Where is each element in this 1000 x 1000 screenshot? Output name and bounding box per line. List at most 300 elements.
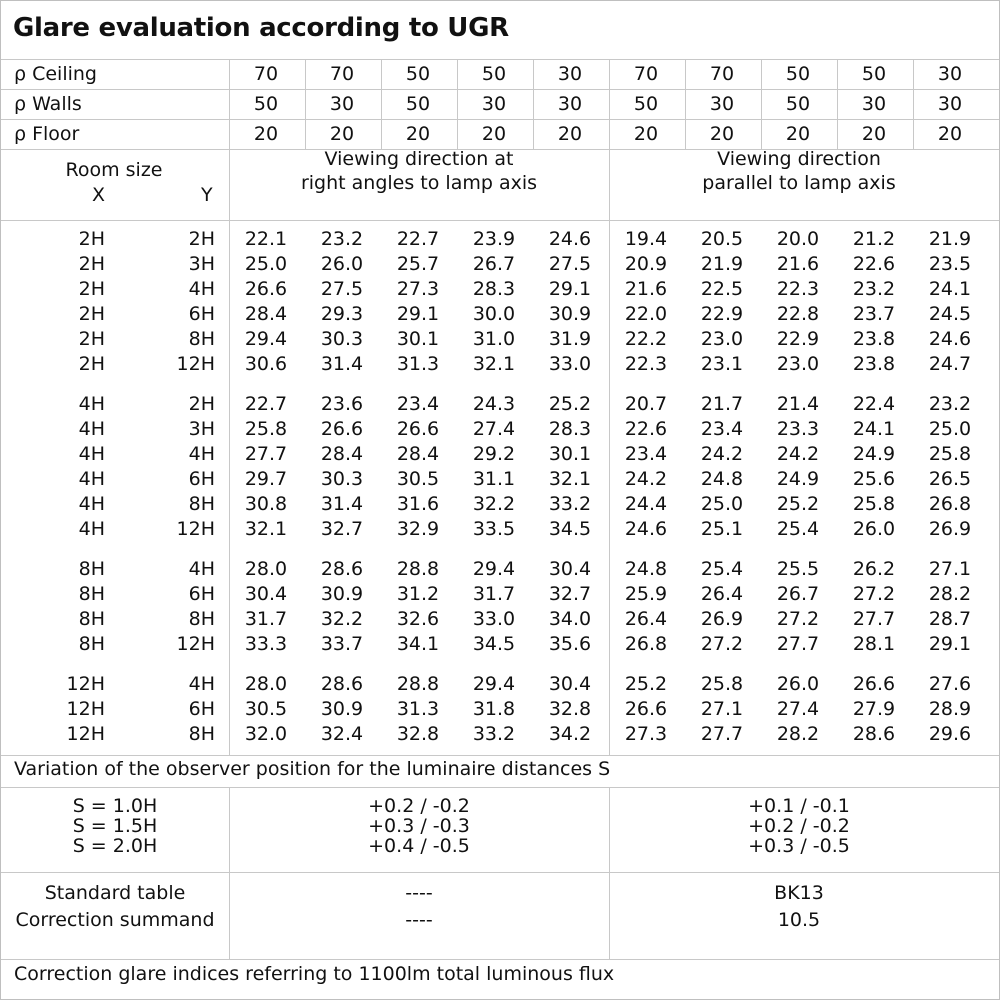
room-y-cell: 2H [188, 393, 215, 415]
ugr-value-cell: 31.4 [320, 493, 364, 515]
reflectance-value: 20 [329, 123, 355, 145]
reflectance-value: 30 [937, 93, 963, 115]
ugr-value-cell: 21.6 [624, 278, 668, 300]
standard-table-right: ---- [405, 882, 433, 904]
ugr-value-cell: 24.2 [624, 468, 668, 490]
ugr-value-cell: 28.1 [852, 633, 896, 655]
ugr-value-cell: 22.7 [244, 393, 288, 415]
ugr-value-cell: 34.5 [548, 518, 592, 540]
grid-vline [609, 149, 610, 755]
ugr-value-cell: 28.0 [244, 558, 288, 580]
ugr-value-cell: 30.3 [320, 468, 364, 490]
room-y-cell: 12H [176, 518, 215, 540]
ugr-value-cell: 28.0 [244, 673, 288, 695]
ugr-value-cell: 22.2 [624, 328, 668, 350]
ugr-value-cell: 32.8 [396, 723, 440, 745]
ugr-value-cell: 34.1 [396, 633, 440, 655]
grid-vline [761, 59, 762, 149]
grid-hline [1, 787, 999, 788]
reflectance-value: 30 [937, 63, 963, 85]
ugr-value-cell: 23.0 [700, 328, 744, 350]
ugr-value-cell: 25.8 [700, 673, 744, 695]
ugr-value-cell: 24.6 [624, 518, 668, 540]
ugr-value-cell: 26.6 [852, 673, 896, 695]
room-size-label: Room size [65, 159, 163, 181]
ugr-value-cell: 31.4 [320, 353, 364, 375]
ugr-value-cell: 22.6 [624, 418, 668, 440]
ugr-value-cell: 29.1 [548, 278, 592, 300]
ugr-value-cell: 26.5 [928, 468, 972, 490]
ugr-value-cell: 30.1 [396, 328, 440, 350]
ugr-value-cell: 33.5 [472, 518, 516, 540]
ugr-value-cell: 34.2 [548, 723, 592, 745]
reflectance-value: 30 [329, 93, 355, 115]
ugr-value-cell: 26.0 [776, 673, 820, 695]
ugr-value-cell: 23.4 [624, 443, 668, 465]
ugr-value-cell: 32.7 [548, 583, 592, 605]
room-y-cell: 4H [188, 558, 215, 580]
reflectance-value: 70 [633, 63, 659, 85]
ugr-value-cell: 32.1 [548, 468, 592, 490]
grid-vline [229, 149, 230, 755]
ugr-value-cell: 29.6 [928, 723, 972, 745]
ugr-value-cell: 23.1 [700, 353, 744, 375]
ugr-value-cell: 25.1 [700, 518, 744, 540]
reflectance-value: 50 [253, 93, 279, 115]
ugr-value-cell: 27.4 [472, 418, 516, 440]
ugr-value-cell: 23.4 [396, 393, 440, 415]
room-y-cell: 8H [188, 493, 215, 515]
ugr-value-cell: 27.7 [776, 633, 820, 655]
ugr-value-cell: 31.3 [396, 698, 440, 720]
ugr-value-cell: 26.8 [928, 493, 972, 515]
reflectance-value: 50 [481, 63, 507, 85]
ugr-value-cell: 30.4 [548, 558, 592, 580]
ugr-value-cell: 20.9 [624, 253, 668, 275]
ugr-value-cell: 21.2 [852, 228, 896, 250]
correction-summand-label: Correction summand [15, 909, 215, 931]
reflectance-value: 20 [709, 123, 735, 145]
reflectance-value: 20 [785, 123, 811, 145]
variation-s-value: S = 2.0H [72, 835, 158, 857]
ugr-value-cell: 26.7 [776, 583, 820, 605]
grid-vline [685, 59, 686, 149]
room-x-cell: 4H [78, 518, 105, 540]
ugr-value-cell: 32.9 [396, 518, 440, 540]
room-y-cell: 8H [188, 328, 215, 350]
ugr-value-cell: 30.9 [548, 303, 592, 325]
ugr-value-cell: 23.7 [852, 303, 896, 325]
ugr-value-cell: 32.7 [320, 518, 364, 540]
ugr-value-cell: 22.3 [776, 278, 820, 300]
ugr-value-cell: 26.9 [700, 608, 744, 630]
ugr-value-cell: 31.9 [548, 328, 592, 350]
ugr-value-cell: 30.5 [244, 698, 288, 720]
standard-table-label: Standard table [44, 882, 186, 904]
ugr-value-cell: 27.7 [244, 443, 288, 465]
room-x-cell: 8H [78, 608, 105, 630]
ugr-value-cell: 28.4 [396, 443, 440, 465]
ugr-value-cell: 32.2 [320, 608, 364, 630]
reflectance-value: 20 [861, 123, 887, 145]
ugr-value-cell: 27.3 [624, 723, 668, 745]
ugr-value-cell: 27.6 [928, 673, 972, 695]
reflectance-value: 20 [405, 123, 431, 145]
room-y-cell: 4H [188, 673, 215, 695]
grid-hline [1, 89, 999, 90]
ugr-value-cell: 20.7 [624, 393, 668, 415]
ugr-value-cell: 27.1 [700, 698, 744, 720]
ugr-value-cell: 21.9 [700, 253, 744, 275]
ugr-value-cell: 25.2 [548, 393, 592, 415]
ugr-value-cell: 23.6 [320, 393, 364, 415]
room-y-cell: 3H [188, 418, 215, 440]
grid-vline [609, 59, 610, 149]
ugr-value-cell: 31.3 [396, 353, 440, 375]
room-x-cell: 2H [78, 228, 105, 250]
ugr-value-cell: 30.8 [244, 493, 288, 515]
ugr-value-cell: 32.6 [396, 608, 440, 630]
ugr-value-cell: 20.5 [700, 228, 744, 250]
ugr-value-cell: 31.7 [472, 583, 516, 605]
ugr-value-cell: 29.4 [244, 328, 288, 350]
room-x-cell: 8H [78, 583, 105, 605]
room-x-cell: 4H [78, 493, 105, 515]
variation-right-value: +0.2 / -0.2 [368, 795, 470, 817]
ugr-value-cell: 29.2 [472, 443, 516, 465]
reflectance-value: 30 [861, 93, 887, 115]
ugr-value-cell: 35.6 [548, 633, 592, 655]
ugr-value-cell: 19.4 [624, 228, 668, 250]
room-y-cell: 12H [176, 353, 215, 375]
room-x-cell: 2H [78, 253, 105, 275]
ugr-value-cell: 33.2 [548, 493, 592, 515]
ugr-value-cell: 29.1 [396, 303, 440, 325]
reflectance-value: 20 [253, 123, 279, 145]
ugr-value-cell: 27.5 [548, 253, 592, 275]
ugr-value-cell: 28.3 [548, 418, 592, 440]
room-x-cell: 8H [78, 558, 105, 580]
reflectance-value: 70 [253, 63, 279, 85]
ugr-value-cell: 21.6 [776, 253, 820, 275]
ugr-value-cell: 32.4 [320, 723, 364, 745]
ugr-value-cell: 24.8 [700, 468, 744, 490]
ugr-value-cell: 23.2 [320, 228, 364, 250]
ugr-value-cell: 26.2 [852, 558, 896, 580]
ugr-value-cell: 21.7 [700, 393, 744, 415]
ugr-value-cell: 26.4 [700, 583, 744, 605]
room-size-y-label: Y [201, 184, 213, 206]
reflectance-label: ρ Ceiling [14, 63, 97, 85]
ugr-value-cell: 22.6 [852, 253, 896, 275]
ugr-value-cell: 22.9 [700, 303, 744, 325]
room-size-x-label: X [92, 184, 106, 206]
ugr-value-cell: 23.5 [928, 253, 972, 275]
room-x-cell: 4H [78, 443, 105, 465]
reflectance-value: 20 [481, 123, 507, 145]
ugr-value-cell: 23.8 [852, 353, 896, 375]
ugr-value-cell: 25.7 [396, 253, 440, 275]
grid-vline [305, 59, 306, 149]
ugr-value-cell: 31.1 [472, 468, 516, 490]
ugr-value-cell: 33.2 [472, 723, 516, 745]
reflectance-value: 70 [329, 63, 355, 85]
variation-right-value: +0.4 / -0.5 [368, 835, 470, 857]
ugr-value-cell: 27.2 [700, 633, 744, 655]
ugr-value-cell: 22.3 [624, 353, 668, 375]
ugr-value-cell: 32.8 [548, 698, 592, 720]
room-y-cell: 12H [176, 633, 215, 655]
ugr-value-cell: 23.2 [852, 278, 896, 300]
ugr-value-cell: 33.0 [548, 353, 592, 375]
room-y-cell: 3H [188, 253, 215, 275]
ugr-value-cell: 23.9 [472, 228, 516, 250]
ugr-value-cell: 27.3 [396, 278, 440, 300]
reflectance-value: 20 [557, 123, 583, 145]
grid-vline [457, 59, 458, 149]
reflectance-value: 20 [633, 123, 659, 145]
ugr-value-cell: 25.8 [928, 443, 972, 465]
ugr-value-cell: 30.6 [244, 353, 288, 375]
room-y-cell: 2H [188, 228, 215, 250]
ugr-value-cell: 27.9 [852, 698, 896, 720]
ugr-value-cell: 32.0 [244, 723, 288, 745]
grid-hline [1, 959, 999, 960]
ugr-value-cell: 33.7 [320, 633, 364, 655]
ugr-value-cell: 28.6 [320, 673, 364, 695]
reflectance-value: 20 [937, 123, 963, 145]
ugr-value-cell: 32.2 [472, 493, 516, 515]
room-x-cell: 2H [78, 328, 105, 350]
ugr-value-cell: 30.9 [320, 698, 364, 720]
ugr-value-cell: 29.7 [244, 468, 288, 490]
room-y-cell: 4H [188, 443, 215, 465]
ugr-value-cell: 29.3 [320, 303, 364, 325]
ugr-value-cell: 27.7 [852, 608, 896, 630]
ugr-value-cell: 31.6 [396, 493, 440, 515]
reflectance-value: 30 [481, 93, 507, 115]
ugr-value-cell: 28.4 [320, 443, 364, 465]
ugr-value-cell: 25.4 [700, 558, 744, 580]
grid-hline [1, 59, 999, 60]
ugr-value-cell: 30.9 [320, 583, 364, 605]
ugr-value-cell: 26.6 [244, 278, 288, 300]
ugr-value-cell: 22.9 [776, 328, 820, 350]
reflectance-value: 50 [785, 93, 811, 115]
room-x-cell: 2H [78, 303, 105, 325]
ugr-value-cell: 24.1 [928, 278, 972, 300]
ugr-value-cell: 28.2 [776, 723, 820, 745]
reflectance-value: 50 [861, 63, 887, 85]
ugr-value-cell: 28.9 [928, 698, 972, 720]
grid-vline [533, 59, 534, 149]
room-y-cell: 6H [188, 698, 215, 720]
ugr-value-cell: 25.8 [852, 493, 896, 515]
ugr-value-cell: 26.8 [624, 633, 668, 655]
grid-hline [1, 755, 999, 756]
ugr-value-cell: 26.4 [624, 608, 668, 630]
grid-vline [381, 59, 382, 149]
ugr-value-cell: 34.0 [548, 608, 592, 630]
ugr-value-cell: 28.4 [244, 303, 288, 325]
grid-vline [837, 59, 838, 149]
ugr-value-cell: 25.0 [700, 493, 744, 515]
room-x-cell: 12H [66, 723, 105, 745]
ugr-value-cell: 25.2 [624, 673, 668, 695]
ugr-value-cell: 27.2 [852, 583, 896, 605]
ugr-value-cell: 28.7 [928, 608, 972, 630]
reflectance-value: 50 [633, 93, 659, 115]
reflectance-value: 70 [709, 63, 735, 85]
ugr-value-cell: 23.8 [852, 328, 896, 350]
ugr-value-cell: 24.2 [700, 443, 744, 465]
variation-right-value: +0.3 / -0.3 [368, 815, 470, 837]
ugr-value-cell: 28.8 [396, 558, 440, 580]
reflectance-value: 30 [557, 63, 583, 85]
ugr-value-cell: 33.3 [244, 633, 288, 655]
ugr-value-cell: 25.8 [244, 418, 288, 440]
ugr-value-cell: 22.7 [396, 228, 440, 250]
ugr-value-cell: 21.4 [776, 393, 820, 415]
room-x-cell: 12H [66, 698, 105, 720]
ugr-value-cell: 29.1 [928, 633, 972, 655]
room-y-cell: 8H [188, 608, 215, 630]
variation-s-value: S = 1.5H [72, 815, 158, 837]
ugr-value-cell: 26.7 [472, 253, 516, 275]
ugr-value-cell: 30.5 [396, 468, 440, 490]
reflectance-value: 30 [557, 93, 583, 115]
ugr-value-cell: 23.4 [700, 418, 744, 440]
correction-summand-right: ---- [405, 909, 433, 931]
room-x-cell: 2H [78, 278, 105, 300]
ugr-value-cell: 25.5 [776, 558, 820, 580]
ugr-value-cell: 28.2 [928, 583, 972, 605]
ugr-value-cell: 34.5 [472, 633, 516, 655]
ugr-value-cell: 22.0 [624, 303, 668, 325]
ugr-value-cell: 25.2 [776, 493, 820, 515]
ugr-value-cell: 24.7 [928, 353, 972, 375]
reflectance-value: 50 [785, 63, 811, 85]
ugr-value-cell: 24.5 [928, 303, 972, 325]
ugr-value-cell: 24.2 [776, 443, 820, 465]
room-x-cell: 4H [78, 393, 105, 415]
ugr-value-cell: 23.0 [776, 353, 820, 375]
ugr-value-cell: 24.3 [472, 393, 516, 415]
standard-table-parallel: BK13 [774, 882, 824, 904]
reflectance-value: 50 [405, 93, 431, 115]
ugr-value-cell: 27.4 [776, 698, 820, 720]
ugr-value-cell: 25.9 [624, 583, 668, 605]
ugr-value-cell: 24.6 [548, 228, 592, 250]
view-parallel-line2: parallel to lamp axis [702, 172, 896, 194]
ugr-value-cell: 24.8 [624, 558, 668, 580]
ugr-value-cell: 27.2 [776, 608, 820, 630]
ugr-value-cell: 25.6 [852, 468, 896, 490]
ugr-value-cell: 22.5 [700, 278, 744, 300]
ugr-value-cell: 29.4 [472, 673, 516, 695]
ugr-value-cell: 30.4 [244, 583, 288, 605]
correction-summand-parallel: 10.5 [777, 909, 821, 931]
room-x-cell: 4H [78, 468, 105, 490]
reflectance-label: ρ Walls [14, 93, 82, 115]
reflectance-value: 30 [709, 93, 735, 115]
grid-hline [1, 220, 999, 221]
view-right-angles-line1: Viewing direction at [324, 148, 514, 170]
room-x-cell: 12H [66, 673, 105, 695]
ugr-value-cell: 22.1 [244, 228, 288, 250]
room-x-cell: 2H [78, 353, 105, 375]
ugr-value-cell: 31.0 [472, 328, 516, 350]
ugr-value-cell: 23.3 [776, 418, 820, 440]
ugr-value-cell: 25.0 [928, 418, 972, 440]
ugr-value-cell: 31.7 [244, 608, 288, 630]
ugr-value-cell: 25.4 [776, 518, 820, 540]
ugr-value-cell: 27.5 [320, 278, 364, 300]
ugr-value-cell: 23.2 [928, 393, 972, 415]
variation-parallel-value: +0.2 / -0.2 [748, 815, 850, 837]
ugr-value-cell: 26.0 [320, 253, 364, 275]
room-y-cell: 4H [188, 278, 215, 300]
page-title: Glare evaluation according to UGR [13, 13, 509, 43]
ugr-value-cell: 33.0 [472, 608, 516, 630]
grid-hline [1, 872, 999, 873]
grid-vline [229, 59, 230, 149]
grid-hline [1, 119, 999, 120]
ugr-value-cell: 28.6 [852, 723, 896, 745]
ugr-value-cell: 21.9 [928, 228, 972, 250]
ugr-value-cell: 25.0 [244, 253, 288, 275]
ugr-value-cell: 24.4 [624, 493, 668, 515]
ugr-value-cell: 27.7 [700, 723, 744, 745]
view-parallel-line1: Viewing direction [717, 148, 881, 170]
ugr-value-cell: 26.0 [852, 518, 896, 540]
ugr-value-cell: 32.1 [244, 518, 288, 540]
ugr-value-cell: 24.6 [928, 328, 972, 350]
ugr-value-cell: 28.3 [472, 278, 516, 300]
ugr-value-cell: 27.1 [928, 558, 972, 580]
room-x-cell: 8H [78, 633, 105, 655]
ugr-value-cell: 32.1 [472, 353, 516, 375]
ugr-value-cell: 24.9 [852, 443, 896, 465]
room-y-cell: 6H [188, 583, 215, 605]
ugr-value-cell: 26.6 [320, 418, 364, 440]
ugr-value-cell: 28.8 [396, 673, 440, 695]
ugr-value-cell: 31.8 [472, 698, 516, 720]
reflectance-label: ρ Floor [14, 123, 80, 145]
ugr-value-cell: 31.2 [396, 583, 440, 605]
ugr-value-cell: 30.3 [320, 328, 364, 350]
room-y-cell: 6H [188, 303, 215, 325]
footer-note: Correction glare indices referring to 1100lm total luminous flux [14, 963, 615, 985]
reflectance-value: 50 [405, 63, 431, 85]
room-y-cell: 6H [188, 468, 215, 490]
grid-vline [913, 59, 914, 149]
ugr-value-cell: 20.0 [776, 228, 820, 250]
room-x-cell: 4H [78, 418, 105, 440]
ugr-value-cell: 26.9 [928, 518, 972, 540]
room-y-cell: 8H [188, 723, 215, 745]
ugr-value-cell: 24.9 [776, 468, 820, 490]
ugr-value-cell: 28.6 [320, 558, 364, 580]
view-right-angles-line2: right angles to lamp axis [300, 172, 538, 194]
ugr-value-cell: 24.1 [852, 418, 896, 440]
ugr-value-cell: 30.0 [472, 303, 516, 325]
ugr-value-cell: 22.8 [776, 303, 820, 325]
ugr-value-cell: 30.1 [548, 443, 592, 465]
ugr-value-cell: 29.4 [472, 558, 516, 580]
variation-parallel-value: +0.1 / -0.1 [748, 795, 850, 817]
variation-parallel-value: +0.3 / -0.5 [748, 835, 850, 857]
